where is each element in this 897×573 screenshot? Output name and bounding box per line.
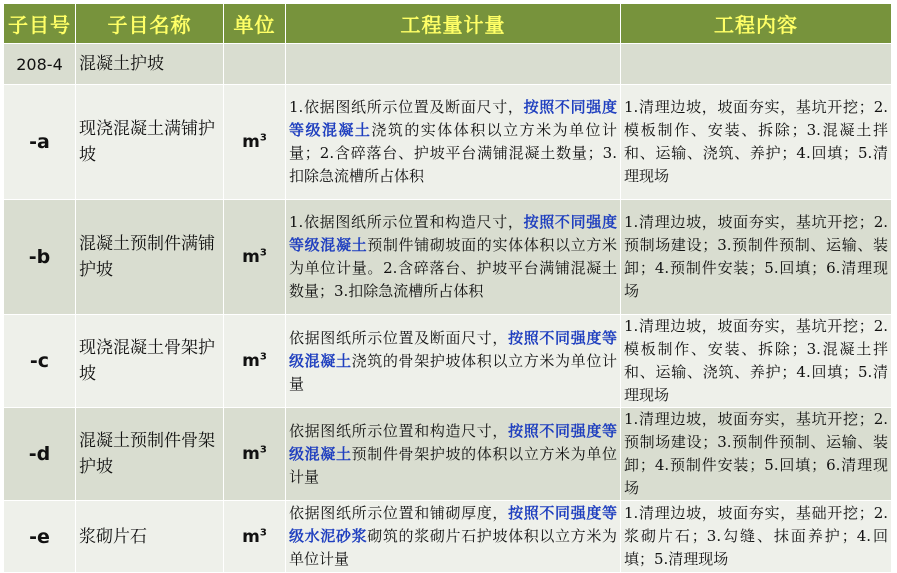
table-row bbox=[4, 408, 892, 501]
item-unit: $m^3$ bbox=[224, 85, 286, 200]
item-unit: $m^3$ bbox=[224, 501, 286, 573]
item-name: 现浇混凝土满铺护坡 bbox=[76, 85, 224, 200]
item-unit: $m^3$ bbox=[224, 408, 286, 501]
item-measure: 依据图纸所示位置和构造尺寸，按照不同强度等级混凝土预制件骨架护坡的体积以立方米为单位计量 bbox=[286, 408, 621, 501]
item-measure: 依据图纸所示位置和铺砌厚度，按照不同强度等级水泥砂浆砌筑的浆砌片石护坡体积以立方米为单位计量 bbox=[286, 501, 621, 573]
item-code: -c bbox=[4, 315, 76, 408]
header-name: 子目名称 bbox=[76, 4, 224, 44]
table-row bbox=[4, 501, 892, 573]
item-unit: $m^3$ bbox=[224, 200, 286, 315]
item-content: 1.清理边坡，坡面夯实，基坑开挖；2.预制场建设；3.预制件预制、运输、装卸；4.预制件安装；5.回填；6.清理现场 bbox=[621, 200, 892, 315]
item-unit: $m^3$ bbox=[224, 315, 286, 408]
item-code: -d bbox=[4, 408, 76, 501]
header-row bbox=[4, 4, 892, 44]
highlight-text: 按照不同强度等级混凝土 bbox=[289, 98, 617, 139]
highlight-text: 按照不同强度等级混凝土 bbox=[289, 213, 617, 254]
item-name: 浆砌片石 bbox=[76, 501, 224, 573]
item-code: -a bbox=[4, 85, 76, 200]
item-name: 混凝土预制件满铺护坡 bbox=[76, 200, 224, 315]
item-name: 现浇混凝土骨架护坡 bbox=[76, 315, 224, 408]
item-content: 1.清理边坡，坡面夯实，基础开挖；2.浆砌片石；3.勾缝、抹面养护；4.回填；5.清理现场 bbox=[621, 501, 892, 573]
group-measure-empty bbox=[286, 44, 621, 85]
header-code: 子目号 bbox=[4, 4, 76, 44]
item-content: 1.清理边坡，坡面夯实，基坑开挖；2.模板制作、安装、拆除；3.混凝土拌和、运输、浇筑、养护；4.回填；5.清理现场 bbox=[621, 315, 892, 408]
highlight-text: 按照不同强度等级水泥砂浆 bbox=[289, 504, 617, 545]
group-code: 208-4 bbox=[4, 44, 76, 85]
highlight-text: 按照不同强度等级混凝土 bbox=[289, 421, 617, 463]
item-code: -e bbox=[4, 501, 76, 573]
group-name: 混凝土护坡 bbox=[76, 44, 224, 85]
item-measure: 依据图纸所示位置及断面尺寸，按照不同强度等级混凝土浇筑的骨架护坡体积以立方米为单位计量 bbox=[286, 315, 621, 408]
item-content: 1.清理边坡，坡面夯实，基坑开挖；2.模板制作、安装、拆除；3.混凝土拌和、运输、浇筑、养护；4.回填；5.清理现场 bbox=[621, 85, 892, 200]
item-code: -b bbox=[4, 200, 76, 315]
spec-table bbox=[3, 3, 892, 573]
item-name: 混凝土预制件骨架护坡 bbox=[76, 408, 224, 501]
group-content-empty bbox=[621, 44, 892, 85]
table-row bbox=[4, 200, 892, 315]
group-unit-empty bbox=[224, 44, 286, 85]
header-measure: 工程量计量 bbox=[286, 4, 621, 44]
item-measure: 1.依据图纸所示位置及断面尺寸，按照不同强度等级混凝土浇筑的实体体积以立方米为单位计量；2.含碎落台、护坡平台满铺混凝土数量；3.扣除急流槽所占体积 bbox=[286, 85, 621, 200]
highlight-text: 按照不同强度等级混凝土 bbox=[289, 328, 617, 370]
header-content: 工程内容 bbox=[621, 4, 892, 44]
table-row bbox=[4, 315, 892, 408]
item-measure: 1.依据图纸所示位置和构造尺寸，按照不同强度等级混凝土预制件铺砌坡面的实体体积以立方米为单位计量。2.含碎落台、护坡平台满铺混凝土数量；3.扣除急流槽所占体积 bbox=[286, 200, 621, 315]
header-unit: 单位 bbox=[224, 4, 286, 44]
table-row bbox=[4, 85, 892, 200]
group-row bbox=[4, 44, 892, 85]
item-content: 1.清理边坡，坡面夯实，基坑开挖；2.预制场建设；3.预制件预制、运输、装卸；4.预制件安装；5.回填；6.清理现场 bbox=[621, 408, 892, 501]
